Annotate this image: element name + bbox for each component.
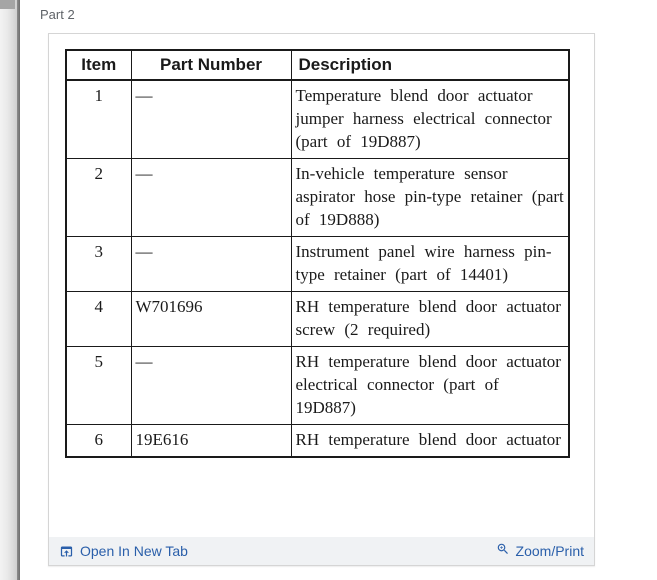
table-row: [66, 159, 569, 237]
table-header-row: [66, 50, 569, 80]
part-number-cell: 19E616: [131, 425, 291, 458]
part-number-cell: —: [131, 80, 291, 159]
description-cell: RH temperature blend door actuator screw (2 required): [291, 292, 569, 347]
column-header-description: Description: [291, 50, 569, 80]
left-scrollbar-track[interactable]: [0, 0, 17, 580]
left-scrollbar-thumb[interactable]: [0, 0, 15, 9]
open-in-new-tab-icon: [59, 544, 74, 559]
description-cell: RH temperature blend door actuator electrical connector (part of 19D887): [291, 347, 569, 425]
column-header-part-number: Part Number: [131, 50, 291, 80]
description-cell: In-vehicle temperature sensor aspirator hose pin-type retainer (part of 19D888): [291, 159, 569, 237]
open-in-new-tab-link[interactable]: [59, 543, 188, 559]
table-row: [66, 292, 569, 347]
description-cell: RH temperature blend door actuator: [291, 425, 569, 458]
description-cell: Temperature blend door actuator jumper harness electrical connector (part of 19D887): [291, 80, 569, 159]
table-row: [66, 237, 569, 292]
table-row: [66, 425, 569, 458]
item-cell: 2: [66, 159, 131, 237]
item-cell: 6: [66, 425, 131, 458]
table-row: [66, 347, 569, 425]
parts-table-panel: [48, 33, 595, 566]
description-cell: Instrument panel wire harness pin-type retainer (part of 14401): [291, 237, 569, 292]
zoom-print-link[interactable]: [496, 542, 584, 560]
column-header-item: Item: [66, 50, 131, 80]
part-section-label: Part 2: [40, 7, 75, 22]
item-cell: 4: [66, 292, 131, 347]
table-row: [66, 80, 569, 159]
item-cell: 5: [66, 347, 131, 425]
part-number-cell: —: [131, 347, 291, 425]
item-cell: 1: [66, 80, 131, 159]
item-cell: 3: [66, 237, 131, 292]
parts-table: [65, 49, 570, 458]
zoom-in-icon: [496, 542, 510, 556]
part-number-cell: W701696: [131, 292, 291, 347]
part-number-cell: —: [131, 159, 291, 237]
pane-edge-divider: [17, 0, 20, 580]
panel-footer-bar: [49, 537, 594, 565]
part-number-cell: —: [131, 237, 291, 292]
open-in-new-tab-label: Open In New Tab: [80, 543, 188, 559]
zoom-print-label: Zoom/Print: [515, 543, 584, 559]
